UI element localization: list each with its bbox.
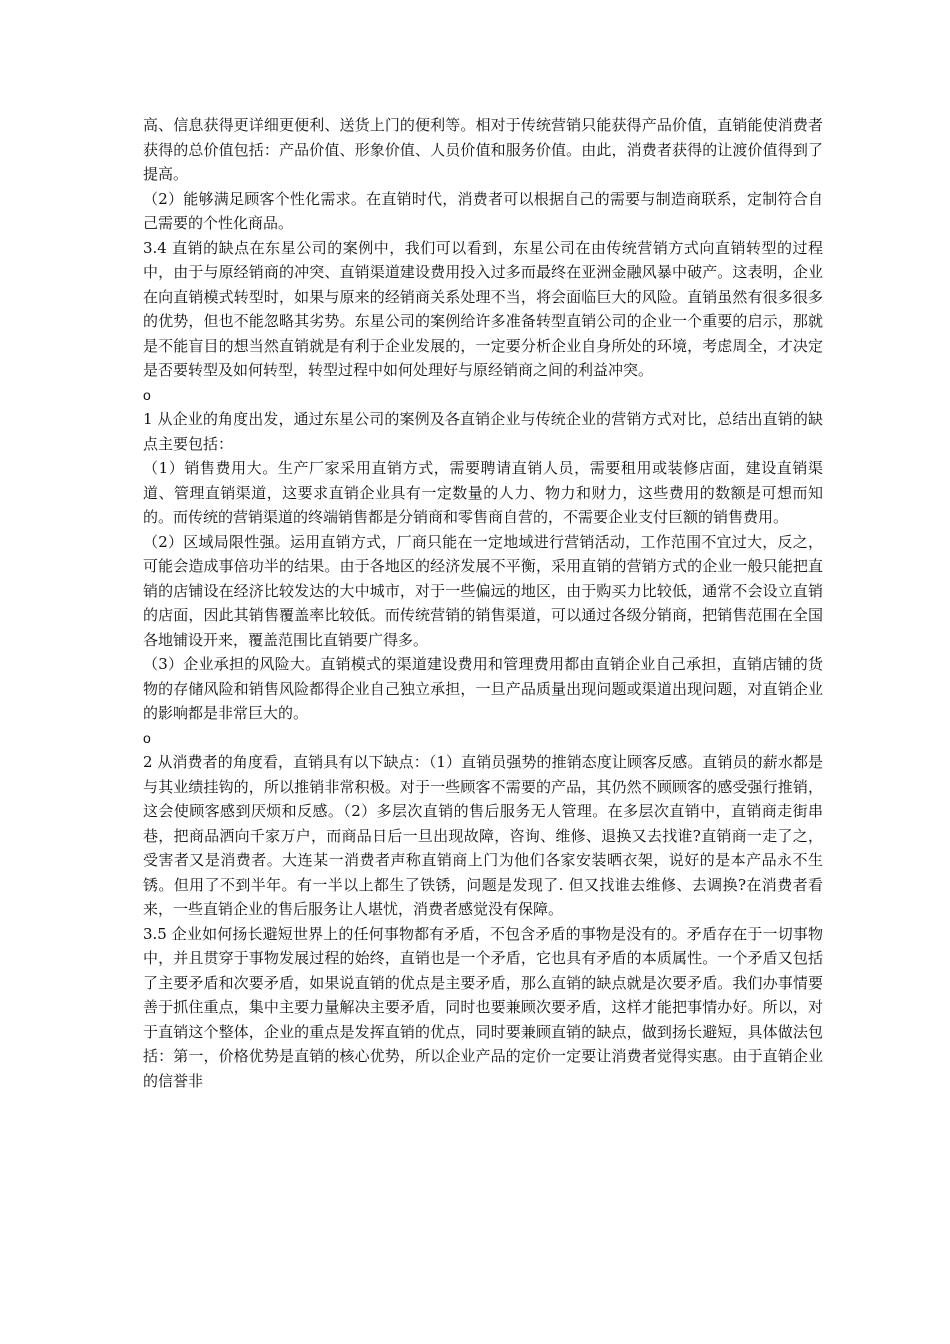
paragraph-personalized-needs: （2）能够满足顾客个性化需求。在直销时代，消费者可以根据自己的需要与制造商联系，定制符合自己需要的个性化商品。: [143, 189, 823, 232]
paragraph-value-gains: 高、信息获得更详细更便利、送货上门的便利等。相对于传统营销只能获得产品价值，直销能使消费者获得的总价值包括：产品价值、形象价值、人员价值和服务价值。由此，消费者获得的让渡价值得到了提高。: [143, 116, 823, 183]
bullet-marker: o: [143, 386, 151, 403]
paragraph-high-risk: （3）企业承担的风险大。直销模式的渠道建设费用和管理费用都由直销企业自己承担，直销店铺的货物的存储风险和销售风险都得企业自己独立承担，一旦产品质量出现问题或渠道出现问题，对直销企业的影响都是非常巨大的。: [143, 655, 823, 722]
document-body: [143, 113, 823, 1093]
paragraph-enterprise-perspective: 1 从企业的角度出发，通过东星公司的案例及各直销企业与传统企业的营销方式对比，总结出直销的缺点主要包括：: [143, 410, 823, 453]
paragraph-regional-limitation: （2）区域局限性强。运用直销方式，厂商只能在一定地域进行营销活动，工作范围不宜过大，反之，可能会造成事倍功半的结果。由于各地区的经济发展不平衡，采用直销的营销方式的企业一般只能把直销的店铺设在经济比较发达的大中城市，对于一些偏远的地区，由于购买力比较低，通常不会设立直销的店面，因此其销售覆盖率比较低。而传统营销的销售渠道，可以通过各级分销商，把销售范围在全国各地铺设开来，覆盖范围比直销要广得多。: [143, 532, 823, 649]
paragraph-consumer-perspective: 2 从消费者的角度看，直销具有以下缺点：（1）直销员强势的推销态度让顾客反感。直销员的薪水都是与其业绩挂钩的，所以推销非常积极。对于一些顾客不需要的产品，其仍然不顾顾客的感受强行推销，这会使顾客感到厌烦和反感。（2）多层次直销的售后服务无人管理。在多层次直销中，直销商走街串巷，把商品洒向千家万户，而商品日后一旦出现故障，咨询、维修、退换又去找谁?直销商一走了之，受害者又是消费者。大连某一消费者声称直销商上门为他们各家安装晒衣架，说好的是本产品永不生锈。但用了不到半年。有一半以上都生了铁锈，问题是发现了. 但又找谁去维修、去调换?在消费者看来，一些直销企业的售后服务让人堪忧，消费者感觉没有保障。: [143, 753, 823, 918]
section-3-4-direct-selling-drawbacks: 3.4 直销的缺点在东星公司的案例中，我们可以看到，东星公司在由传统营销方式向直销转型的过程中，由于与原经销商的冲突、直销渠道建设费用投入过多而最终在亚洲金融风暴中破产。这表明，企业在向直销模式转型时，如果与原来的经销商关系处理不当，将会面临巨大的风险。直销虽然有很多很多的优势，但也不能忽略其劣势。东星公司的案例给许多准备转型直销公司的企业一个重要的启示，那就是不能盲目的想当然直销就是有利于企业发展的，一定要分析企业自身所处的环境，考虑周全，才决定是否要转型及如何转型，转型过程中如何处理好与原经销商之间的利益冲突。: [143, 238, 823, 379]
bullet-marker: o: [143, 729, 151, 746]
paragraph-high-sales-cost: （1）销售费用大。生产厂家采用直销方式，需要聘请直销人员，需要租用或装修店面，建设直销渠道、管理直销渠道，这要求直销企业具有一定数量的人力、物力和财力，这些费用的数额是可想而知的。而传统的营销渠道的终端销售都是分销商和零售商自营的，不需要企业支付巨额的销售费用。: [143, 459, 823, 526]
section-3-5-strengths-and-weaknesses: 3.5 企业如何扬长避短世界上的任何事物都有矛盾，不包含矛盾的事物是没有的。矛盾存在于一切事物中，并且贯穿于事物发展过程的始终，直销也是一个矛盾，它也具有矛盾的本质属性。一个矛盾又包括了主要矛盾和次要矛盾，如果说直销的优点是主要矛盾，那么直销的缺点就是次要矛盾。我们办事情要善于抓住重点，集中主要力量解决主要矛盾，同时也要兼顾次要矛盾，这样才能把事情办好。所以，对于直销这个整体，企业的重点是发挥直销的优点，同时要兼顾直销的缺点，做到扬长避短，具体做法包括：第一，价格优势是直销的核心优势，所以企业产品的定价一定要让消费者觉得实惠。由于直销企业的信誉非: [143, 924, 823, 1090]
